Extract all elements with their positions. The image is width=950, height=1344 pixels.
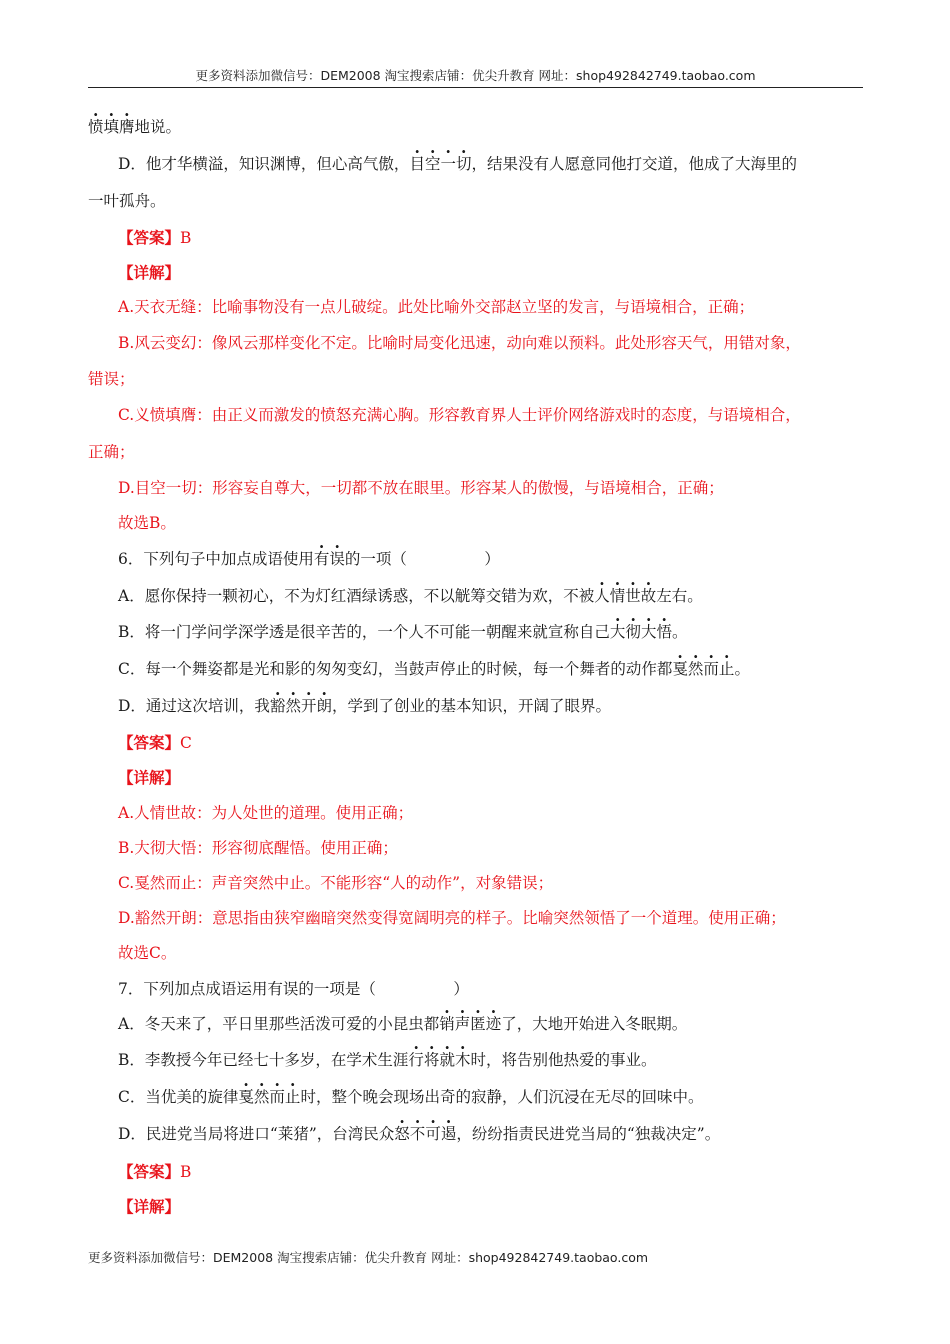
emphasis-dot-char: 然 (285, 697, 301, 715)
dotted-idiom (672, 660, 734, 678)
q6-answer: 【答案】C (118, 733, 192, 752)
emphasis-dot-char: 故 (640, 587, 657, 605)
emphasis-dot-char: 遏 (440, 1125, 457, 1143)
q6-explanation-c: C.戛然而止：声音突然中止。不能形容“人的动作”，对象错误； (118, 874, 554, 892)
dotted-idiom (439, 1015, 501, 1033)
emphasis-dot-char: 填 (103, 118, 120, 136)
emphasis-dot-char: 人 (594, 587, 610, 605)
emphasis-dot-char: 然 (253, 1088, 270, 1106)
emphasis-dot-char: 愤 (88, 118, 104, 136)
q5-explanation-b-line2: 错误； (88, 370, 135, 388)
emphasis-dot-char: 而 (703, 660, 719, 678)
header-rule (88, 87, 863, 88)
q6-stem: 6．下列句子中加点成语使用有误的一项（ ） (118, 550, 500, 568)
q7-stem: 7．下列加点成语运用有误的一项是（ ） (118, 980, 469, 998)
q6-option-d: D．通过这次培训，我豁然开朗，学到了创业的基本知识，开阔了眼界。 (118, 697, 612, 715)
dotted-word (314, 550, 345, 568)
emphasis-dot-char: 切 (455, 155, 472, 173)
q6-option-c: C．每一个舞姿都是光和影的匆匆变幻，当鼓声停止的时候，每一个舞者的动作都戛然而止。 (118, 660, 750, 678)
emphasis-dot-char: 开 (300, 697, 317, 715)
dotted-idiom (408, 1051, 470, 1069)
q5-explanation-c: C.义愤填膺：由正义而激发的愤怒充满心胸。形容教育界人士评价网络游戏时的态度，与语境相合， (118, 406, 801, 424)
q6-explanation-a: A.人情世故：为人处世的道理。使用正确； (118, 804, 414, 822)
dotted-idiom (409, 155, 471, 173)
dotted-idiom (394, 1125, 456, 1143)
emphasis-dot-char: 有 (313, 550, 330, 568)
emphasis-dot-char: 迹 (485, 1015, 502, 1033)
q5-option-d-line2: 一叶孤舟。 (88, 192, 166, 210)
emphasis-dot-char: 木 (454, 1051, 471, 1069)
q6-option-a: A．愿你保持一颗初心，不为灯红酒绿诱惑，不以觥筹交错为欢，不被人情世故左右。 (118, 587, 703, 605)
q7-option-c: C．当优美的旋律戛然而止时，整个晚会现场出奇的寂静，人们沉浸在无尽的回味中。 (118, 1088, 704, 1106)
emphasis-dot-char: 怒 (394, 1125, 410, 1143)
dotted-idiom (594, 587, 656, 605)
emphasis-dot-char: 止 (718, 660, 735, 678)
emphasis-dot-char: 不 (409, 1125, 426, 1143)
q5-explanation-a: A.天衣无缝：比喻事物没有一点儿破绽。此处比喻外交部赵立坚的发言，与语境相合，正确； (118, 298, 755, 316)
emphasis-dot-char: 行 (408, 1051, 424, 1069)
q5-conclusion: 故选B。 (118, 514, 176, 532)
emphasis-dot-char: 然 (687, 660, 704, 678)
emphasis-dot-char: 大 (640, 623, 657, 641)
emphasis-dot-char: 声 (454, 1015, 471, 1033)
emphasis-dot-char: 悟 (656, 623, 672, 641)
q6-explanation-d: D.豁然开朗：意思指由狭窄幽暗突然变得宽阔明亮的样子。比喻突然领悟了一个道理。使用正确； (118, 909, 786, 927)
emphasis-dot-char: 就 (439, 1051, 455, 1069)
q7-option-a: A．冬天来了，平日里那些活泼可爱的小昆虫都销声匿迹了，大地开始进入冬眠期。 (118, 1015, 688, 1033)
q5-option-c-tail: 愤填膺地说。 (88, 118, 182, 136)
emphasis-dot-char: 而 (269, 1088, 285, 1106)
q7-answer: 【答案】B (118, 1162, 192, 1181)
emphasis-dot-char: 大 (609, 623, 626, 641)
q5-explanation-b: B.风云变幻：像风云那样变化不定。比喻时局变化迅速，动向难以预料。此处形容天气，用错对象， (118, 334, 801, 352)
q5-option-d: D．他才华横溢，知识渊博，但心高气傲，目空一切，结果没有人愿意同他打交道，他成了大海里的 (118, 155, 798, 173)
emphasis-dot-char: 戛 (238, 1088, 254, 1106)
q6-detail-label: 【详解】 (118, 768, 181, 787)
page-header: 更多资料添加微信号：DEM2008 淘宝搜索店铺：优尖升教育 网址：shop492842749.taobao.com (195, 68, 756, 83)
emphasis-dot-char: 匿 (470, 1015, 486, 1033)
emphasis-dot-char: 彻 (625, 623, 641, 641)
q5-explanation-d: D.目空一切：形容妄自尊大，一切都不放在眼里。形容某人的傲慢，与语境相合，正确； (118, 479, 724, 497)
dotted-idiom (238, 1088, 300, 1106)
q7-option-d: D．民进党当局将进口“莱猪”，台湾民众怒不可遏，纷纷指责民进党当局的“独裁决定”。 (118, 1125, 721, 1143)
emphasis-dot-char: 情 (609, 587, 626, 605)
emphasis-dot-char: 一 (440, 155, 456, 173)
emphasis-dot-char: 戛 (672, 660, 688, 678)
page-footer: 更多资料添加微信号：DEM2008 淘宝搜索店铺：优尖升教育 网址：shop492842749.taobao.com (88, 1250, 649, 1265)
dotted-idiom (270, 697, 332, 715)
emphasis-dot-char: 可 (425, 1125, 441, 1143)
q6-explanation-b: B.大彻大悟：形容彻底醒悟。使用正确； (118, 839, 398, 857)
dotted-idiom (88, 118, 135, 136)
q7-detail-label: 【详解】 (118, 1197, 181, 1216)
emphasis-dot-char: 将 (423, 1051, 440, 1069)
emphasis-dot-char: 目 (409, 155, 425, 173)
emphasis-dot-char: 世 (625, 587, 641, 605)
emphasis-dot-char: 误 (329, 550, 345, 568)
emphasis-dot-char: 膺 (119, 118, 135, 136)
q6-conclusion: 故选C。 (118, 944, 177, 962)
q5-explanation-c-line2: 正确； (88, 443, 135, 461)
q7-option-b: B．李教授今年已经七十多岁，在学术生涯行将就木时，将告别他热爱的事业。 (118, 1051, 657, 1069)
q5-answer: 【答案】B (118, 228, 192, 247)
dotted-idiom (610, 623, 672, 641)
q5-detail-label: 【详解】 (118, 263, 181, 282)
emphasis-dot-char: 止 (284, 1088, 301, 1106)
q6-option-b: B．将一门学问学深学透是很辛苦的，一个人不可能一朝醒来就宣称自己大彻大悟。 (118, 623, 688, 641)
emphasis-dot-char: 朗 (316, 697, 332, 715)
emphasis-dot-char: 豁 (269, 697, 286, 715)
emphasis-dot-char: 空 (424, 155, 441, 173)
emphasis-dot-char: 销 (439, 1015, 455, 1033)
